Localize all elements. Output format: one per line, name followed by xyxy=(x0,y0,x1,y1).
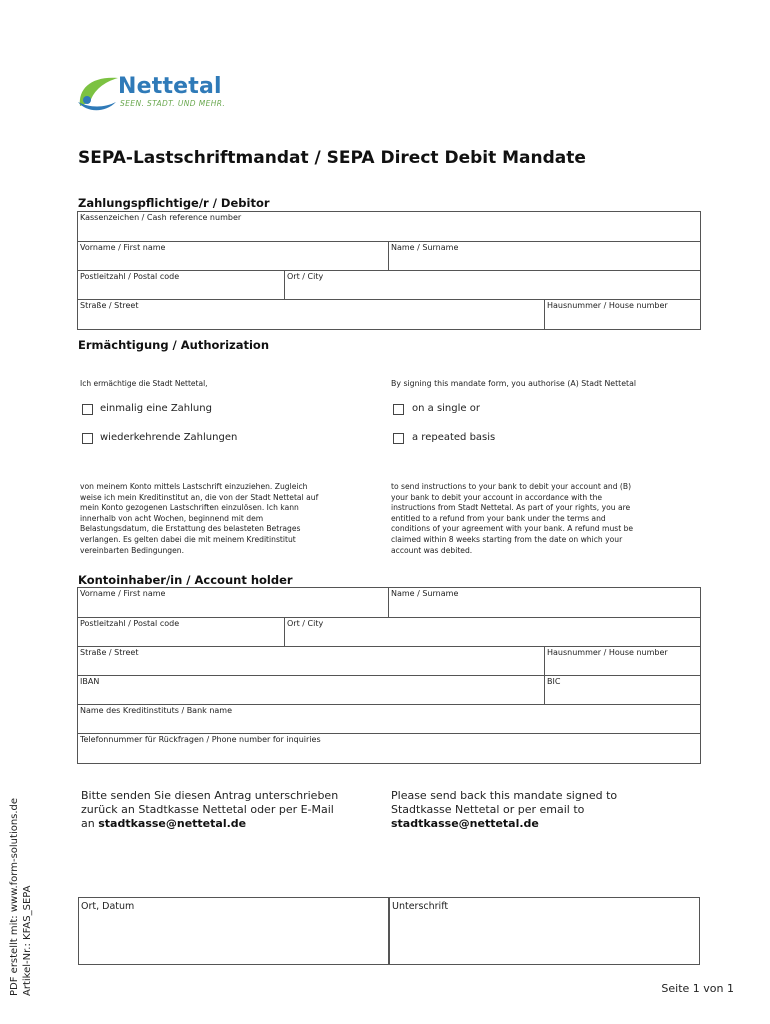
single-payment-checkbox-en[interactable] xyxy=(393,404,404,415)
return-note-de xyxy=(81,789,371,831)
page-title: SEPA-Lastschriftmandat / SEPA Direct Debit Mandate xyxy=(78,148,586,168)
holder-first-name-label: Vorname / First name xyxy=(80,589,166,598)
authorization-intro-en: By signing this mandate form, you authorise (A) Stadt Nettetal xyxy=(391,379,637,388)
holder-surname-field[interactable] xyxy=(389,588,700,618)
iban-field[interactable] xyxy=(78,676,545,705)
bic-label: BIC xyxy=(547,677,561,686)
phone-label: Telefonnummer für Rückfragen / Phone number for inquiries xyxy=(80,735,321,744)
debtor-form xyxy=(77,211,701,330)
holder-postal-code-label: Postleitzahl / Postal code xyxy=(80,619,180,628)
street-label: Straße / Street xyxy=(80,301,139,310)
logo-tagline: SEEN. STADT. UND MEHR. xyxy=(120,99,226,108)
return-note-en xyxy=(391,789,691,831)
holder-street-label: Straße / Street xyxy=(80,648,139,657)
holder-form xyxy=(77,587,701,764)
surname-label: Name / Surname xyxy=(391,243,459,252)
holder-surname-label: Name / Surname xyxy=(391,589,459,598)
bank-name-field[interactable] xyxy=(78,705,700,734)
debtor-surname-field[interactable] xyxy=(389,242,700,271)
recurring-payment-label-de: wiederkehrende Zahlungen xyxy=(100,432,238,443)
bic-field[interactable] xyxy=(545,676,700,705)
debtor-house-number-field[interactable] xyxy=(545,300,700,329)
authorization-heading: Ermächtigung / Authorization xyxy=(78,338,270,352)
iban-label: IBAN xyxy=(80,677,100,686)
holder-city-label: Ort / City xyxy=(287,619,324,628)
single-payment-checkbox[interactable] xyxy=(82,404,93,415)
recurring-payment-label-en: a repeated basis xyxy=(412,432,496,443)
debtor-first-name-field[interactable] xyxy=(78,242,389,271)
bank-name-label: Name des Kreditinstituts / Bank name xyxy=(80,706,233,715)
return-email-de[interactable]: stadtkasse@nettetal.de xyxy=(98,817,247,830)
return-note-de-text: Bitte senden Sie diesen Antrag unterschrieben zurück an Stadtkasse Nettetal oder per E-Mail an xyxy=(81,789,339,830)
signature-label: Unterschrift xyxy=(392,901,449,912)
holder-postal-code-field[interactable] xyxy=(78,618,285,647)
debtor-postal-code-field[interactable] xyxy=(78,271,285,300)
authorization-text-en: to send instructions to your bank to debit your account and (B) your bank to debit your account in accordance with the instructions from Stadt Nettetal. As part of your rights, you are entitled to a refund from your bank under the terms and conditions of your agreement with your bank. A refund must be claimed within 8 weeks starting from the date on which your account was debited. xyxy=(391,482,634,555)
authorization-text-de: von meinem Konto mittels Lastschrift einzuziehen. Zugleich weise ich mein Kreditinstitut an, die von der Stadt Nettetal auf mein Konto gezogenen Lastschriften einzulösen. Ich kann innerhalb von acht Wochen, beginnend mit dem Belastungsdatum, die Erstattung des belasteten Betrages verlangen. Es gelten dabei die mit meinem Kreditinstitut vereinbarten Bedingungen. xyxy=(80,482,319,555)
authorization-intro-de: Ich ermächtige die Stadt Nettetal, xyxy=(80,379,208,388)
single-payment-label-de: einmalig eine Zahlung xyxy=(100,403,212,414)
page-number: Seite 1 von 1 xyxy=(661,982,734,995)
holder-house-number-field[interactable] xyxy=(545,647,700,676)
side-text: PDF erstellt mit: www.form-solutions.de Artikel-Nr.: KFAS_SEPA xyxy=(9,797,33,996)
signature-field[interactable] xyxy=(389,897,700,965)
first-name-label: Vorname / First name xyxy=(80,243,166,252)
house-number-label: Hausnummer / House number xyxy=(547,301,668,310)
city-label: Ort / City xyxy=(287,272,324,281)
nettetal-logo-icon xyxy=(76,72,120,114)
debtor-street-field[interactable] xyxy=(78,300,545,329)
place-date-label: Ort, Datum xyxy=(81,901,135,912)
recurring-payment-checkbox[interactable] xyxy=(82,433,93,444)
place-date-field[interactable] xyxy=(78,897,389,965)
single-payment-label-en: on a single or xyxy=(412,403,480,414)
holder-house-number-label: Hausnummer / House number xyxy=(547,648,668,657)
postal-code-label: Postleitzahl / Postal code xyxy=(80,272,180,281)
debtor-heading: Zahlungspflichtige/r / Debitor xyxy=(78,196,270,210)
holder-first-name-field[interactable] xyxy=(78,588,389,618)
return-note-en-text: Please send back this mandate signed to Stadtkasse Nettetal or per email to xyxy=(391,789,618,816)
cash-reference-field[interactable] xyxy=(78,212,700,242)
return-email-en[interactable]: stadtkasse@nettetal.de xyxy=(391,817,539,830)
recurring-payment-checkbox-en[interactable] xyxy=(393,433,404,444)
logo-name: Nettetal xyxy=(118,74,222,99)
holder-city-field[interactable] xyxy=(285,618,700,647)
debtor-city-field[interactable] xyxy=(285,271,700,300)
cash-reference-label: Kassenzeichen / Cash reference number xyxy=(80,213,242,222)
phone-field[interactable] xyxy=(78,734,700,763)
holder-street-field[interactable] xyxy=(78,647,545,676)
holder-heading: Kontoinhaber/in / Account holder xyxy=(78,573,293,587)
